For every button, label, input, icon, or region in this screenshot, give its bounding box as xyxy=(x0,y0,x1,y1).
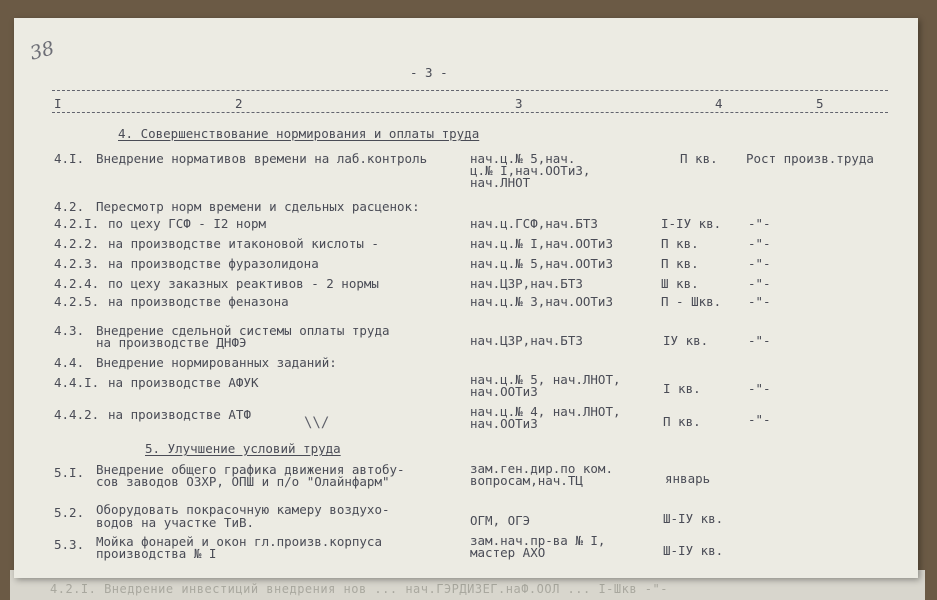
row-4-3-text: Внедрение сдельной системы оплаты труда xyxy=(96,323,390,338)
row-5-1-text: сов заводов ОЗХР, ОПШ и п/о "Олайнфарм" xyxy=(96,474,390,489)
page-number: - 3 - xyxy=(410,65,448,80)
row-5-1-responsible: зам.ген.дир.по ком. xyxy=(470,461,613,476)
row-5-3-text: Мойка фонарей и окон гл.произв.корпуса xyxy=(96,534,382,549)
row-4-4-2-responsible: нач.ц.№ 4, нач.ЛНОТ, xyxy=(470,404,621,419)
header-rule-top xyxy=(52,90,888,91)
row-4-3-number: 4.3. xyxy=(54,323,85,338)
row-4-2-4-number: 4.2.4. xyxy=(54,276,100,291)
row-5-3-number: 5.3. xyxy=(54,537,85,552)
row-5-3-responsible: зам.нач.пр-ва № I, xyxy=(470,533,606,548)
section-5-title: 5. Улучшение условий труда xyxy=(145,441,341,456)
column-header-1: I xyxy=(54,96,62,111)
row-4-3-text: на производстве ДНФЭ xyxy=(96,335,247,350)
header-rule-bottom xyxy=(52,112,888,113)
row-4-2-3-note: -"- xyxy=(748,256,771,271)
row-5-1-number: 5.I. xyxy=(54,465,85,480)
row-4-4-2-term: П кв. xyxy=(663,414,701,429)
row-4-2-2-note: -"- xyxy=(748,236,771,251)
column-header-2: 2 xyxy=(235,96,243,111)
row-4-1-note: Рост произв.труда xyxy=(746,151,874,166)
row-4-2-number: 4.2. xyxy=(54,199,85,214)
row-4-4-1-note: -"- xyxy=(748,381,771,396)
row-4-4-2-text: на производстве АТФ xyxy=(108,407,251,422)
row-5-3-text: производства № I xyxy=(96,546,217,561)
row-4-2-5-note: -"- xyxy=(748,294,771,309)
row-4-1-text: Внедрение нормативов времени на лаб.контроль xyxy=(96,151,428,166)
row-4-2-4-text: по цеху заказных реактивов - 2 нормы xyxy=(108,276,379,291)
handwritten-tick-mark: \\/ xyxy=(304,415,330,431)
row-4-4-2-responsible: нач.ООТиЗ xyxy=(470,416,538,431)
row-4-2-5-responsible: нач.ц.№ 3,нач.ООТиЗ xyxy=(470,294,613,309)
row-5-3-term: Ш-IУ кв. xyxy=(663,543,724,558)
row-4-2-2-text: на производстве итаконовой кислоты - xyxy=(108,236,379,251)
row-4-2-3-responsible: нач.ц.№ 5,нач.ООТиЗ xyxy=(470,256,613,271)
next-page-bleed-text: 4.2.I. Внедрение инвестиций внедрения нов ... нач.ГЭРДИЗЕГ.наФ.ООЛ ... I-Шкв -"- xyxy=(50,582,668,596)
row-4-2-4-note: -"- xyxy=(748,276,771,291)
row-4-2-1-term: I-IУ кв. xyxy=(661,216,722,231)
row-4-2-2-number: 4.2.2. xyxy=(54,236,100,251)
row-4-2-text: Пересмотр норм времени и сдельных расценок: xyxy=(96,199,420,214)
row-5-2-text: водов на участке ТиВ. xyxy=(96,515,255,530)
row-4-2-3-number: 4.2.3. xyxy=(54,256,100,271)
row-4-3-term: IУ кв. xyxy=(663,333,709,348)
row-4-4-2-number: 4.4.2. xyxy=(54,407,100,422)
row-5-1-responsible: вопросам,нач.ТЦ xyxy=(470,473,583,488)
row-5-2-number: 5.2. xyxy=(54,505,85,520)
row-4-4-2-note: -"- xyxy=(748,412,771,427)
row-4-2-5-number: 4.2.5. xyxy=(54,294,100,309)
row-4-4-number: 4.4. xyxy=(54,355,85,370)
row-4-2-1-text: по цеху ГСФ - I2 норм xyxy=(108,216,267,231)
row-4-4-1-responsible: нач.ООТиЗ xyxy=(470,384,538,399)
row-4-4-text: Внедрение нормированных заданий: xyxy=(96,355,337,370)
row-4-1-responsible: нач.ЛНОТ xyxy=(470,175,531,190)
row-4-1-number: 4.I. xyxy=(54,151,85,166)
row-5-2-responsible: ОГМ, ОГЭ xyxy=(470,513,531,528)
row-4-4-1-term: I кв. xyxy=(663,381,701,396)
row-5-1-text: Внедрение общего графика движения автобу- xyxy=(96,462,405,477)
row-4-2-2-responsible: нач.ц.№ I,нач.ООТиЗ xyxy=(470,236,613,251)
row-4-2-3-term: П кв. xyxy=(661,256,699,271)
row-4-4-1-number: 4.4.I. xyxy=(54,375,100,390)
column-header-3: 3 xyxy=(515,96,523,111)
row-4-3-responsible: нач.ЦЗР,нач.БТЗ xyxy=(470,333,583,348)
column-header-5: 5 xyxy=(816,96,824,111)
row-4-1-responsible: нач.ц.№ 5,нач. xyxy=(470,151,576,166)
row-4-2-1-number: 4.2.I. xyxy=(54,216,100,231)
row-5-2-term: Ш-IУ кв. xyxy=(663,511,724,526)
row-4-2-4-term: Ш кв. xyxy=(661,276,699,291)
row-5-3-responsible: мастер АХО xyxy=(470,545,546,560)
row-4-4-1-responsible: нач.ц.№ 5, нач.ЛНОТ, xyxy=(470,372,621,387)
row-4-4-1-text: на производстве АФУК xyxy=(108,375,259,390)
row-4-2-1-note: -"- xyxy=(748,216,771,231)
row-4-2-3-text: на производстве фуразолидона xyxy=(108,256,319,271)
column-header-4: 4 xyxy=(715,96,723,111)
handwritten-page-mark: 38 xyxy=(27,37,57,65)
row-4-2-2-term: П кв. xyxy=(661,236,699,251)
row-5-1-term: январь xyxy=(665,471,711,486)
section-4-title: 4. Совершенствование нормирования и оплаты труда xyxy=(118,126,480,141)
row-4-2-1-responsible: нач.ц.ГСФ,нач.БТЗ xyxy=(470,216,598,231)
row-4-3-note: -"- xyxy=(748,333,771,348)
row-5-2-text: Оборудовать покрасочную камеру воздухо- xyxy=(96,502,390,517)
row-4-2-4-responsible: нач.ЦЗР,нач.БТЗ xyxy=(470,276,583,291)
row-4-1-term: П кв. xyxy=(680,151,718,166)
row-4-2-5-term: П - Шкв. xyxy=(661,294,722,309)
row-4-1-responsible: ц.№ I,нач.ООТиЗ, xyxy=(470,163,591,178)
row-4-2-5-text: на производстве феназона xyxy=(108,294,289,309)
